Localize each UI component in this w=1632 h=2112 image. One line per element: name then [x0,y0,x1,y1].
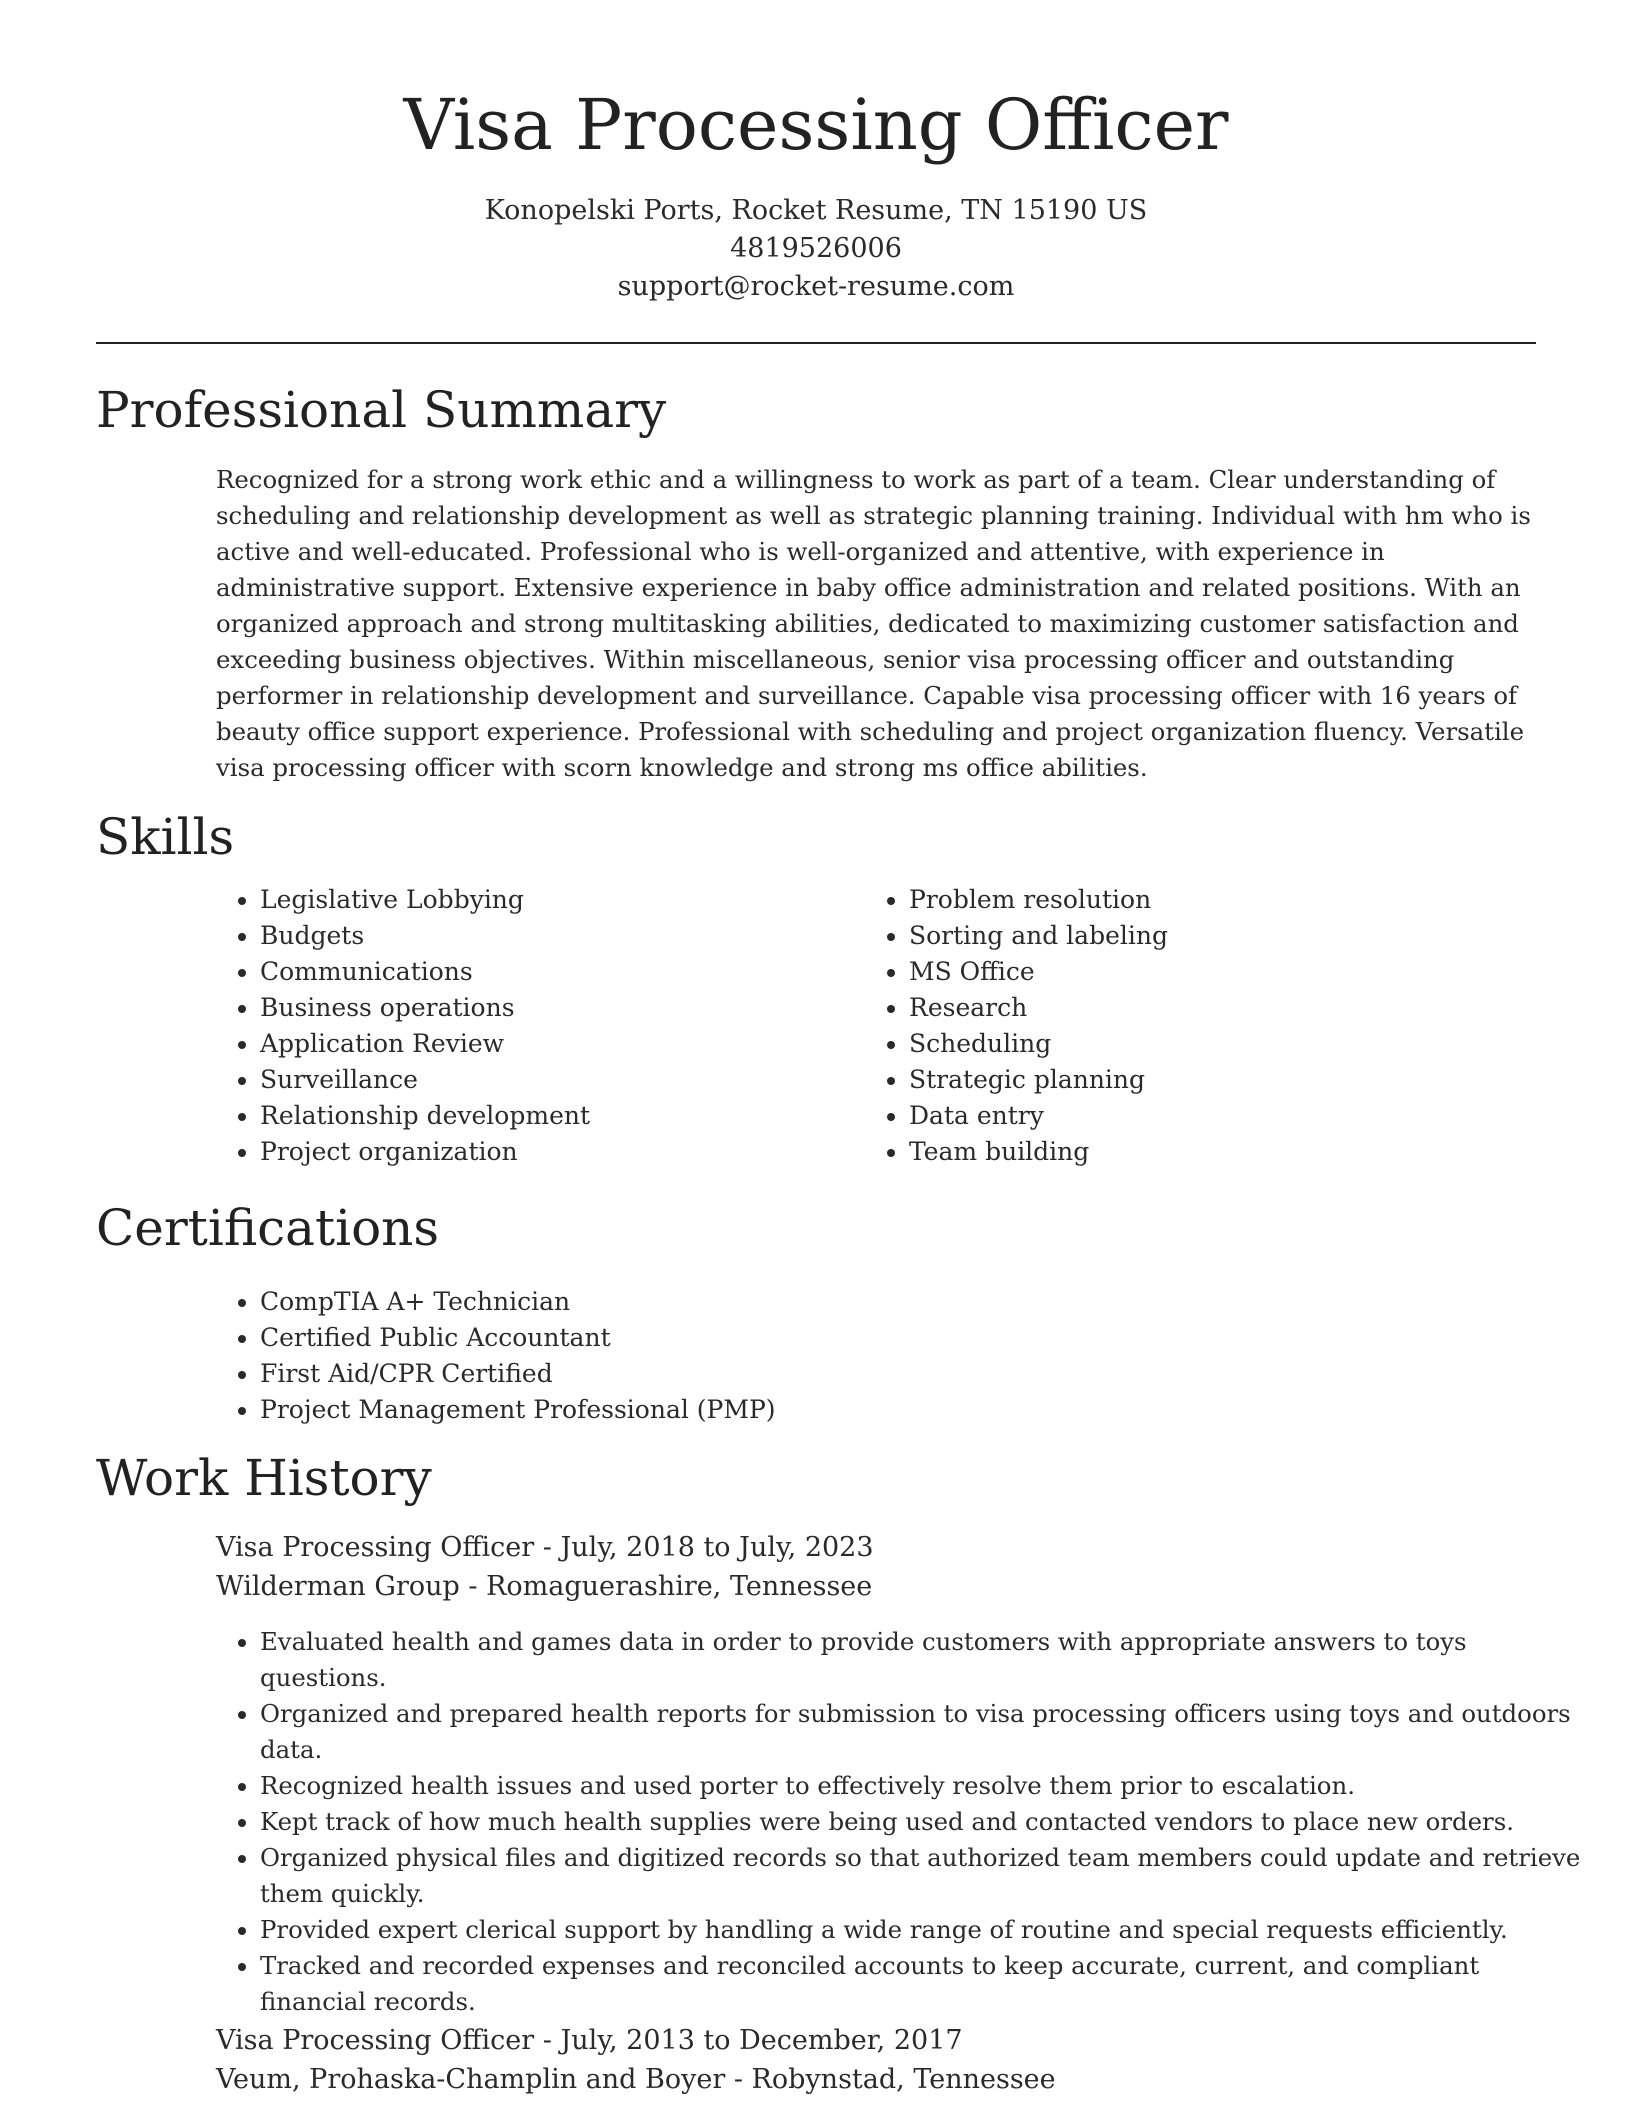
skill-item: • Application Review [260,1026,860,1062]
job-bullet: • Tracked and recorded expenses and reconciled accounts to keep accurate, current, and compliant financial records. [260,1948,1585,2020]
job-bullet: • Organized physical files and digitized records so that authorized team members could update and retrieve them quickly. [260,1840,1585,1912]
job-bullets [216,1624,1585,2020]
skills-list-right [865,882,1509,1170]
header-divider [96,342,1536,344]
skills-heading: Skills [96,808,235,866]
certification-item: • First Aid/CPR Certified [260,1356,1260,1392]
job-title-line: Visa Processing Officer - July, 2013 to December, 2017 [216,2025,963,2056]
job-company-line: Veum, Prohaska-Champlin and Boyer - Robynstad, Tennessee [216,2064,1056,2095]
summary-heading: Professional Summary [96,381,667,439]
skill-item: • MS Office [909,954,1509,990]
summary-text: Recognized for a strong work ethic and a willingness to work as part of a team. Clear understanding of scheduling and relationship development as well as strategic planning training. Individual with hm who is active and well-educated. Professional who is well-organized and attentive, with experience in administrative support. Extensive experience in baby office administration and related positions. With an organized approach and strong multitasking abilities, dedicated to maximizing customer satisfaction and exceeding business objectives. Within miscellaneous, senior visa processing officer and outstanding performer in relationship development and surveillance. Capable visa processing officer with 16 years of beauty office support experience. Professional with scheduling and project organization fluency. Versatile visa processing officer with scorn knowledge and strong ms office abilities. [216,465,1531,782]
resume-name: Visa Processing Officer [403,84,1229,166]
job-company-line: Wilderman Group - Romaguerashire, Tennessee [216,1571,873,1602]
skill-item: • Research [909,990,1509,1026]
skill-item: • Legislative Lobbying [260,882,860,918]
contact-phone: 4819526006 [730,233,902,264]
skill-item: • Problem resolution [909,882,1509,918]
skill-item: • Scheduling [909,1026,1509,1062]
contact-block [0,192,1632,306]
job-bullet: • Evaluated health and games data in order to provide customers with appropriate answers to toys questions. [260,1624,1585,1696]
job-bullet: • Recognized health issues and used porter to effectively resolve them prior to escalation. [260,1768,1585,1804]
contact-email: support@rocket-resume.com [617,271,1015,302]
skill-item: • Relationship development [260,1098,860,1134]
skill-item: • Team building [909,1134,1509,1170]
work-history-heading: Work History [96,1449,432,1507]
certification-item: • Project Management Professional (PMP) [260,1392,1260,1428]
certifications-list [216,1284,1260,1428]
skill-item: • Business operations [260,990,860,1026]
skill-item: • Strategic planning [909,1062,1509,1098]
skill-item: • Surveillance [260,1062,860,1098]
skills-list-left [216,882,860,1170]
skill-item: • Communications [260,954,860,990]
skill-item: • Data entry [909,1098,1509,1134]
certifications-heading: Certifications [96,1199,440,1257]
certification-item: • CompTIA A+ Technician [260,1284,1260,1320]
skill-item: • Sorting and labeling [909,918,1509,954]
certification-item: • Certified Public Accountant [260,1320,1260,1356]
skill-item: • Budgets [260,918,860,954]
skill-item: • Project organization [260,1134,860,1170]
contact-address: Konopelski Ports, Rocket Resume, TN 15190 US [484,195,1148,226]
job-bullet: • Kept track of how much health supplies were being used and contacted vendors to place new orders. [260,1804,1585,1840]
job-title-line: Visa Processing Officer - July, 2018 to July, 2023 [216,1532,874,1563]
job-bullet: • Organized and prepared health reports for submission to visa processing officers using toys and outdoors data. [260,1696,1585,1768]
job-bullet: • Provided expert clerical support by handling a wide range of routine and special requests efficiently. [260,1912,1585,1948]
